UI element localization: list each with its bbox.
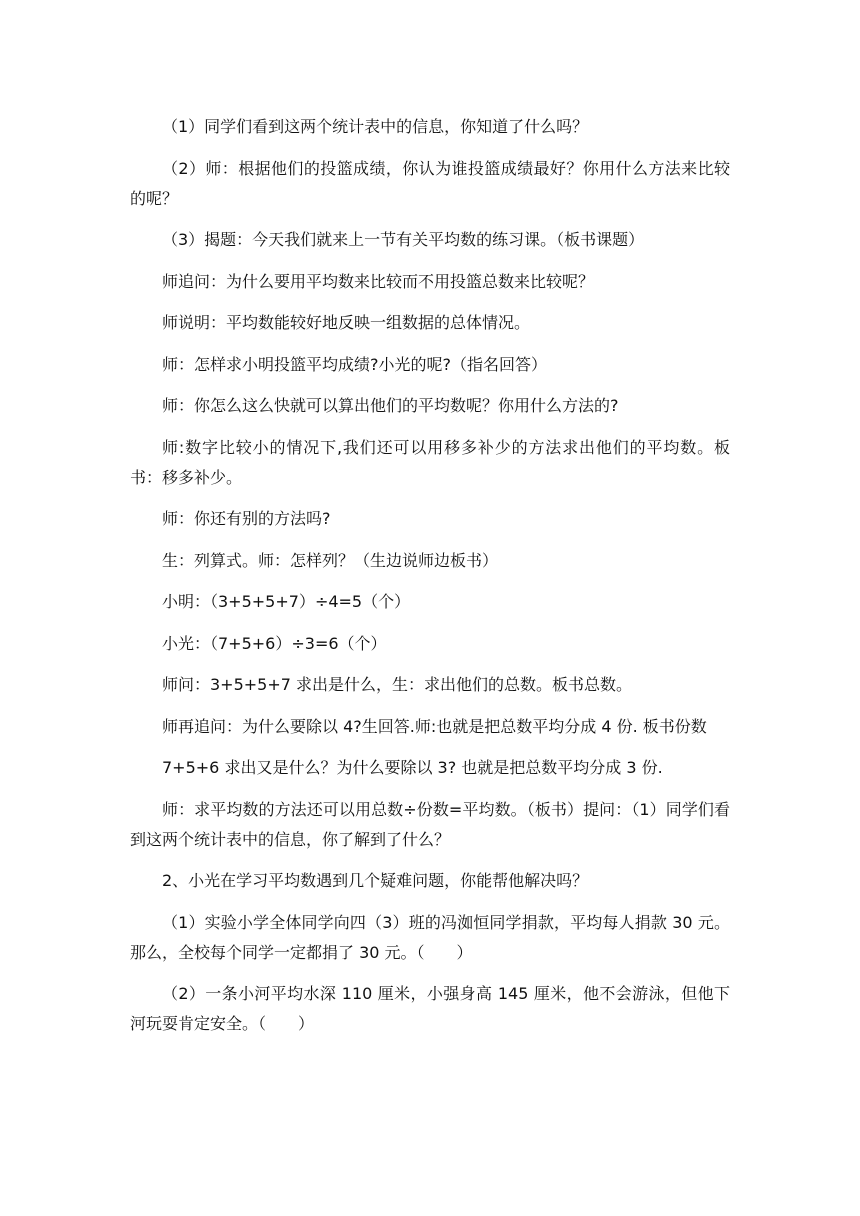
paragraph-divide-three: 7+5+6 求出又是什么？为什么要除以 3? 也就是把总数平均分成 3 份. <box>162 758 663 777</box>
paragraph-other-method: 师：你还有别的方法吗? <box>162 509 331 528</box>
paragraph-judge-1: （1）实验小学全体同学向四（3）班的冯洳恒同学捐款，平均每人捐款 30 元。那么，全校每个同学一定都捐了 30 元。（ ） <box>130 912 730 962</box>
paragraph-q1: （1）同学们看到这两个统计表中的信息，你知道了什么吗？ <box>162 117 589 136</box>
paragraph-total-question: 师问：3+5+5+7 求出是什么，生：求出他们的总数。板书总数。 <box>162 675 633 694</box>
paragraph-teacher-followup: 师追问：为什么要用平均数来比较而不用投篮总数来比较呢？ <box>162 271 595 291</box>
paragraph-xiaoming-formula: 小明：（3+5+5+7）÷4=5（个） <box>162 592 411 611</box>
document-body <box>130 112 730 1051</box>
paragraph-student-formula: 生：列算式。师：怎样列？（生边说师边板书） <box>162 550 499 570</box>
paragraph-teacher-method: 师：你怎么这么快就可以算出他们的平均数呢？你用什么方法的? <box>162 396 619 415</box>
paragraph-divide-four: 师再追问：为什么要除以 4?生回答.师:也就是把总数平均分成 4 份. 板书份数 <box>162 716 707 736</box>
paragraph-average-formula: 师：求平均数的方法还可以用总数÷份数=平均数。（板书）提问：（1）同学们看到这两个统计表中的信息，你了解到了什么？ <box>130 799 730 849</box>
paragraph-teacher-how: 师：怎样求小明投篮平均成绩?小光的呢?（指名回答） <box>162 354 547 374</box>
paragraph-teacher-explain: 师说明：平均数能较好地反映一组数据的总体情况。 <box>162 313 531 332</box>
paragraph-xiaoguang-formula: 小光：（7+5+6）÷3=6（个） <box>162 633 387 653</box>
paragraph-q2: （2）师：根据他们的投篮成绩，你认为谁投篮成绩最好？你用什么方法来比较的呢？ <box>130 158 730 208</box>
paragraph-q3: （3）揭题：今天我们就来上一节有关平均数的练习课。（板书课题） <box>162 230 645 249</box>
paragraph-move-more: 师:数字比较小的情况下,我们还可以用移多补少的方法求出他们的平均数。板书：移多补少。 <box>130 437 730 487</box>
paragraph-section-2: 2、小光在学习平均数遇到几个疑难问题，你能帮他解决吗？ <box>162 871 589 890</box>
paragraph-judge-2: （2）一条小河平均水深 110 厘米，小强身高 145 厘米，他不会游泳，但他下河玩耍肯定安全。（ ） <box>130 984 730 1033</box>
